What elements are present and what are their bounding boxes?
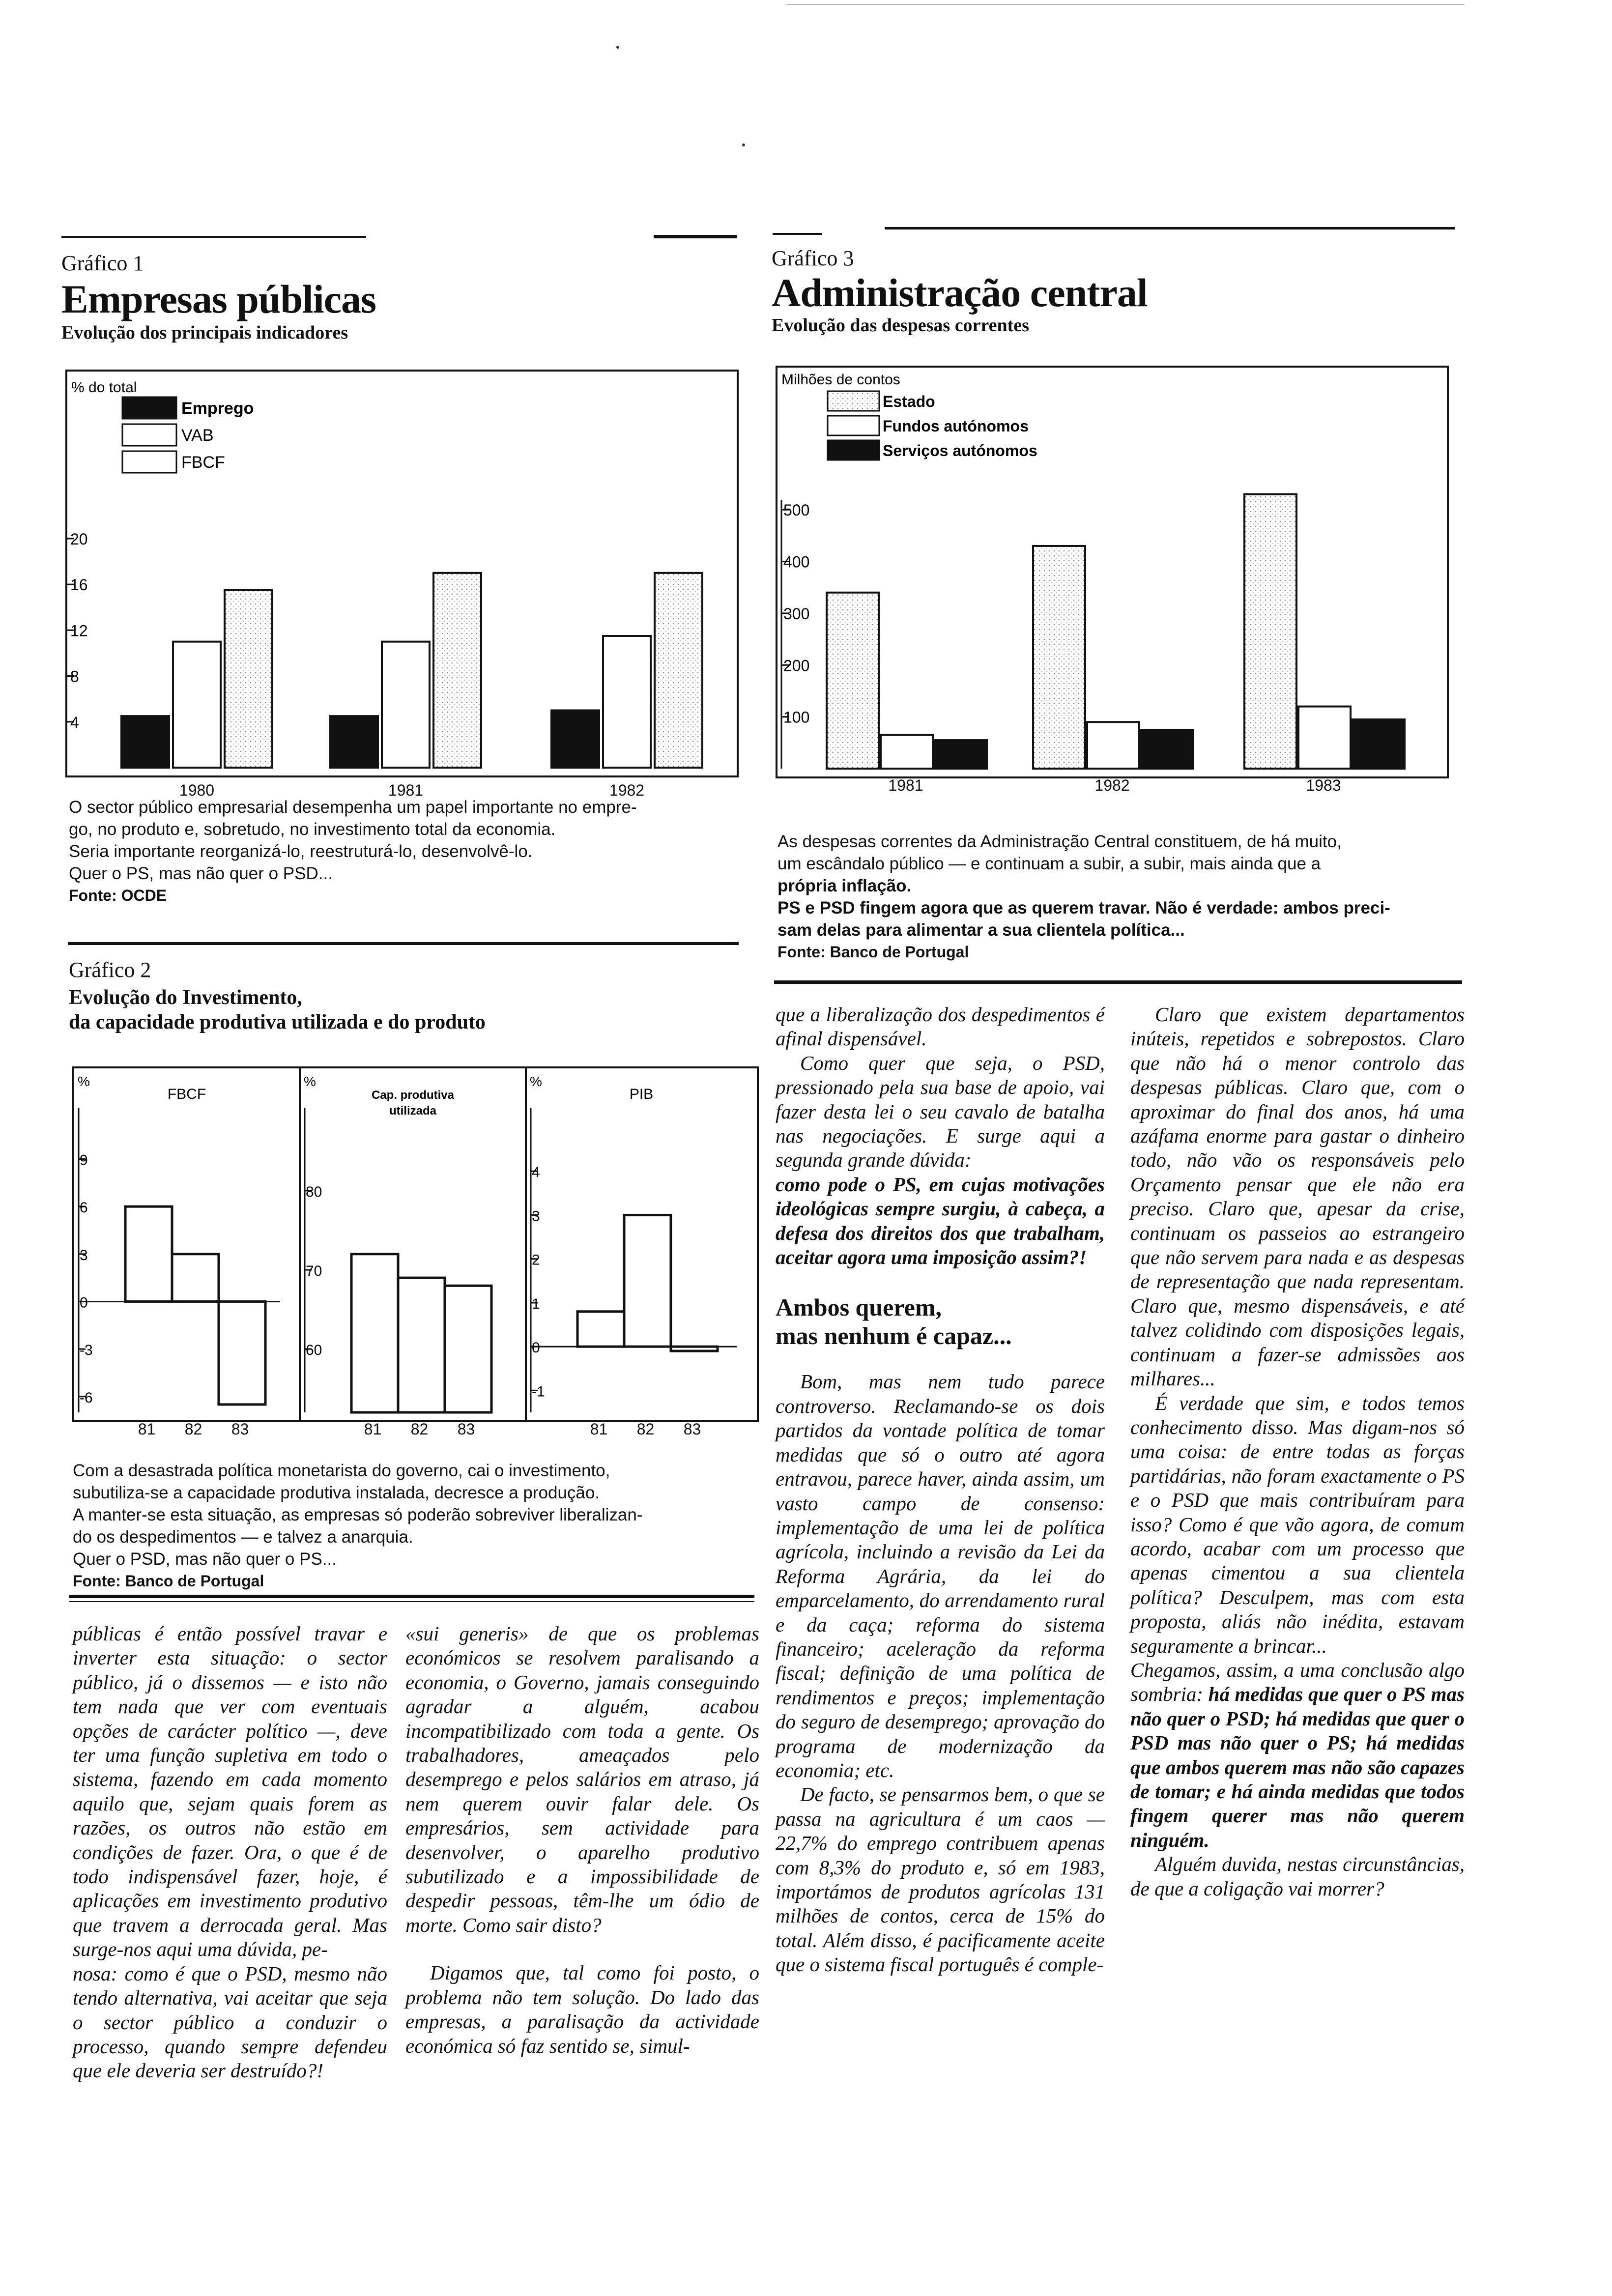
panel-title: PIB: [629, 1086, 654, 1102]
caption-source: Fonte: Banco de Portugal: [73, 1572, 264, 1590]
caption-line: um escândalo público — e continuam a subir, a subir, mais ainda que a: [777, 854, 1321, 873]
graph1-title: Empresas públicas: [61, 277, 376, 321]
y-tick-label: 200: [783, 657, 810, 675]
y-axis-label: %: [530, 1074, 542, 1089]
graph1-label: Gráfico 1: [61, 251, 144, 275]
graph3-chart: [776, 366, 1449, 778]
legend-label: Emprego: [181, 399, 254, 418]
graph2-xaxis: [72, 1420, 755, 1445]
bar-emprego: [330, 716, 378, 768]
caption-line: Quer o PSD, mas não quer o PS...: [73, 1550, 337, 1569]
y-tick-label: 500: [783, 501, 810, 519]
graph1-top-rule-right: [654, 235, 737, 238]
bar: [125, 1206, 172, 1301]
y-tick-label: 20: [70, 530, 88, 548]
x-tick-label: 1980: [179, 781, 215, 799]
bar-fbcf: [433, 573, 481, 768]
article-paragraph: que a liberalização dos despedimentos é afinal dispensável.: [776, 1003, 1105, 1050]
article-top-rule: [69, 1601, 754, 1602]
x-tick-label: 82: [636, 1420, 655, 1438]
y-tick-label: 4: [532, 1164, 540, 1181]
caption-line: própria inflação.: [777, 876, 912, 895]
legend-swatch: [828, 440, 879, 460]
article-paragraph: Como quer que seja, o PSD, pressionado pela sua base de apoio, vai fazer desta lei o seu cavalo de batalha nas negociações. E surge aqui a segunda grande dúvida:: [776, 1051, 1105, 1172]
bar: [172, 1254, 219, 1302]
graph2-chart: [72, 1066, 759, 1422]
caption-line: subutiliza-se a capacidade produtiva instalada, decresce a produção.: [73, 1483, 600, 1502]
legend-swatch: [828, 416, 879, 435]
panel-title: FBCF: [167, 1086, 206, 1102]
bar: [624, 1215, 671, 1347]
article-paragraph: Digamos que, tal como foi posto, o problema não tem solução. Do lado das empresas, a paralisação da actividade económica só faz sentido se, simul-: [405, 1961, 759, 2057]
y-tick-label: 6: [80, 1200, 88, 1216]
graph3-top-rule: [885, 227, 1455, 230]
y-tick-label: 0: [532, 1340, 540, 1356]
legend-swatch: [122, 397, 176, 419]
bar-fundos: [1298, 707, 1351, 769]
x-tick-label: 81: [590, 1420, 608, 1438]
legend-label: Estado: [883, 393, 935, 410]
bar-fundos: [1087, 722, 1139, 769]
y-tick-label: 1: [532, 1295, 540, 1312]
graph3-bottom-rule: [774, 980, 1462, 984]
top-scan-line: [786, 4, 1465, 5]
section-heading: Ambos querem,: [776, 1293, 942, 1321]
legend-swatch: [122, 451, 176, 473]
article-column-4: [1130, 1003, 1465, 1901]
legend-label: Fundos autónomos: [883, 417, 1029, 435]
x-tick-label: 1981: [888, 776, 923, 794]
bar-fundos: [881, 735, 933, 769]
legend-label: FBCF: [181, 453, 225, 472]
y-tick-label: 3: [80, 1247, 88, 1263]
article-paragraph: nosa: como é que o PSD, mesmo não tendo alternativa, vai aceitar que seja o sector público a conduzir o processo, quando sempre defendeu que ele deveria ser destruído?!: [73, 1962, 387, 2082]
bar: [351, 1254, 398, 1412]
article-paragraph: Bom, mas nem tudo parece controverso. Reclamando-se os dois partidos da vontade política de tomar medidas que só o outro até agora entravou, parece haver, ainda assim, um vasto campo de consenso: implementação de uma lei de política agrícola, incluindo a revisão da Lei da Reforma Agrária, da lei do emparcelamento, do arrendamento rural e da caça; reforma do sistema financeiro; aceleração da reforma fiscal; definição de uma política de rendimentos e preços; implementação do seguro de desemprego; aprovação do programa de modernização da economia; etc.: [776, 1370, 1105, 1781]
bar-estado: [1033, 546, 1085, 769]
y-tick-label: 80: [306, 1183, 322, 1200]
graph3-title: Administração central: [772, 270, 1148, 315]
bar-estado: [1244, 494, 1296, 769]
graph1-caption: [69, 796, 757, 907]
y-tick-label: 3: [532, 1208, 540, 1225]
caption-line: PS e PSD fingem agora que as querem travar. Não é verdade: ambos preci-: [777, 898, 1390, 918]
graph3-svg: [777, 368, 1447, 776]
x-tick-label: 82: [184, 1420, 202, 1438]
article-paragraph: Chegamos, assim, a uma conclusão algo sombria:: [1130, 1658, 1465, 1706]
graph3-caption: [777, 831, 1466, 963]
article-column-2: [405, 1622, 759, 2058]
x-tick-label: 83: [683, 1420, 701, 1438]
caption-line: A manter-se esta situação, as empresas só poderão sobreviver liberalizan-: [73, 1505, 643, 1524]
graph1-bottom-rule: [68, 942, 739, 945]
legend-label: VAB: [181, 426, 214, 445]
legend-swatch: [122, 424, 176, 446]
bar-vab: [173, 642, 221, 768]
y-axis-label: Milhões de contos: [781, 372, 900, 388]
caption-source: Fonte: OCDE: [69, 887, 167, 904]
scan-speck: [742, 144, 745, 146]
y-tick-label: 16: [70, 576, 88, 594]
section-heading: mas nenhum é capaz...: [776, 1322, 1012, 1350]
graph2-bottom-rule: [69, 1595, 754, 1598]
bar-emprego: [551, 710, 599, 768]
bar-fbcf: [225, 590, 272, 768]
graph3-top-rule-left: [773, 233, 822, 235]
bar-estado: [827, 593, 879, 769]
legend-label: Serviços autónomos: [883, 442, 1037, 459]
caption-line: sam delas para alimentar a sua clientela política...: [777, 920, 1185, 940]
x-tick-label: 81: [138, 1420, 156, 1438]
bar: [445, 1286, 491, 1412]
caption-source: Fonte: Banco de Portugal: [777, 943, 969, 961]
graph2-caption: [73, 1460, 771, 1592]
bar-serviços: [1353, 719, 1405, 769]
bar: [219, 1301, 265, 1404]
y-tick-label: -6: [80, 1389, 93, 1406]
x-tick-label: 1983: [1306, 776, 1341, 794]
y-axis-label: %: [304, 1074, 316, 1089]
caption-line: Quer o PS, mas não quer o PSD...: [69, 864, 333, 883]
graph1-top-rule: [61, 236, 366, 238]
article-paragraph: «sui generis» de que os problemas económicos se resolvem paralisando a economia, o Governo, jamais conseguindo agradar a alguém, acabou incompatibilizado com toda a gente. Os trabalhadores, ameaçados pelo desemprego e pelos salários em atraso, já nem querem ouvir falar dele. Os empresários, sem actividade para desenvolver, o aparelho produtivo subutilizado e a impossibilidade de despedir pessoas, têm-lhe um ódio de morte. Como sair disto?: [405, 1622, 759, 1936]
bar-serviços: [935, 740, 987, 769]
x-tick-label: 1982: [609, 781, 645, 799]
y-axis-label: %: [78, 1074, 90, 1089]
bar: [671, 1347, 718, 1351]
article-column-1: [73, 1622, 387, 2083]
graph1-svg: [67, 372, 737, 775]
x-tick-label: 81: [364, 1420, 382, 1438]
caption-line: As despesas correntes da Administração Central constituem, de há muito,: [777, 832, 1342, 851]
caption-line: do os despedimentos — e talvez a anarquia.: [73, 1527, 413, 1547]
caption-line: Com a desastrada política monetarista do governo, cai o investimento,: [73, 1461, 610, 1480]
legend-swatch: [828, 391, 879, 411]
graph3-xaxis: [776, 776, 1445, 801]
graph2-svg: [74, 1068, 757, 1420]
y-axis-label: % do total: [71, 379, 137, 396]
y-tick-label: 300: [783, 604, 810, 623]
x-tick-label: 1982: [1094, 776, 1130, 794]
bar: [577, 1312, 624, 1347]
scan-speck: [616, 46, 619, 49]
y-tick-label: 12: [70, 622, 88, 640]
caption-line: Seria importante reorganizá-lo, reestruturá-lo, desenvolvê-lo.: [69, 842, 533, 861]
graph3-subtitle: Evolução das despesas correntes: [772, 315, 1029, 336]
caption-line: O sector público empresarial desempenha um papel importante no empre-: [69, 798, 637, 817]
y-tick-label: 9: [80, 1152, 88, 1169]
bar-vab: [603, 636, 651, 768]
article-column-3: [776, 1003, 1105, 1977]
graph1-chart: [65, 370, 739, 777]
article-paragraph: públicas é então possível travar e inverter esta situação: o sector público, já o dissemos — e isto não tem nada que ver com eventuais opções de carácter político —, deve ter uma função supletiva em todo o sistema, fazendo em cada momento aquilo que, sejam quais forem as razões, os outros não estão em condições de fazer. Ora, o que é de todo indispensável fazer, hoje, é aplicações em investimento produtivo que travem a derrocada geral. Mas surge-nos aqui uma dúvida, pe-: [73, 1622, 387, 1961]
article-paragraph: Alguém duvida, nestas circunstâncias, de que a coligação vai morrer?: [1130, 1853, 1465, 1900]
x-tick-label: 83: [457, 1420, 475, 1438]
article-paragraph: É verdade que sim, e todos temos conhecimento disso. Mas digam-nos só uma coisa: de entre todas as forças partidárias, não foram exactamente o PS e o PSD que mais contribuíram para isso? Como é que vão agora, de comum acordo, acabar com um processo que apenas cimentou a sua clientela política? Desculpem, mas com esta proposta, aliás não inédita, estavam seguramente a brincar...: [1130, 1391, 1465, 1657]
panel-title: utilizada: [389, 1104, 437, 1118]
x-tick-label: 82: [410, 1420, 429, 1438]
x-tick-label: 1981: [388, 781, 424, 799]
graph2-title-line2: da capacidade produtiva utilizada e do produto: [69, 1011, 486, 1033]
y-tick-label: 4: [70, 713, 79, 731]
x-tick-label: 83: [231, 1420, 249, 1438]
y-tick-label: 0: [80, 1294, 88, 1311]
bar-serviços: [1141, 730, 1193, 769]
y-tick-label: 100: [783, 708, 810, 726]
caption-line: go, no produto e, sobretudo, no investimento total da economia.: [69, 820, 556, 839]
y-tick-label: -3: [80, 1342, 93, 1359]
y-tick-label: 70: [306, 1263, 322, 1279]
bar: [398, 1278, 445, 1412]
bar-emprego: [121, 716, 169, 768]
y-tick-label: 2: [532, 1252, 540, 1268]
graph3-label: Gráfico 3: [772, 246, 854, 270]
panel-title: Cap. produtiva: [371, 1089, 455, 1102]
graph2-label: Gráfico 2: [69, 958, 151, 982]
graph2-title-line1: Evolução do Investimento,: [69, 986, 302, 1009]
y-tick-label: 400: [783, 553, 810, 571]
y-tick-label: -1: [532, 1383, 545, 1400]
article-paragraph: como pode o PS, em cujas motivações ideológicas sempre surgiu, à cabeça, a defesa dos direitos dos que trabalham, aceitar agora uma imposição assim?!: [776, 1173, 1105, 1269]
bar-fbcf: [655, 573, 702, 768]
bar-vab: [382, 642, 430, 768]
article-paragraph: De facto, se pensarmos bem, o que se passa na agricultura é um caos — 22,7% do emprego contribuem apenas com 8,3% do produto e, só em 1983, importámos de produtos agrícolas 131 milhões de contos, cerca de 15% do total. Além disso, é pacificamente aceite que o sistema fiscal português é comple-: [776, 1783, 1105, 1976]
graph1-subtitle: Evolução dos principais indicadores: [61, 322, 348, 343]
y-tick-label: 60: [306, 1342, 322, 1359]
article-emphasis: há medidas que quer o PS mas não quer o PSD; há medidas que quer o PSD mas não quer o PS; há medidas que ambos querem mas não são capazes de tomar; e há ainda medidas que todos fingem querer mas não querem ninguém.: [1130, 1683, 1465, 1851]
y-tick-label: 8: [70, 667, 79, 686]
article-paragraph: Claro que existem departamentos inúteis, repetidos e sobrepostos. Claro que não há o menor controlo das despesas públicas. Claro que, com o aproximar do final dos anos, há uma azáfama enorme para gastar o dinheiro todo, não vão os responsáveis pelo Orçamento pensar que ele não era preciso. Claro que, apesar da crise, continuam os passeios ao estrangeiro que não servem para nada e as despesas de representação que nada representam. Claro que, mesmo dispensáveis, e até talvez colidindo com disposições legais, continuam a fazer-se admissões aos milhares...: [1130, 1003, 1465, 1390]
